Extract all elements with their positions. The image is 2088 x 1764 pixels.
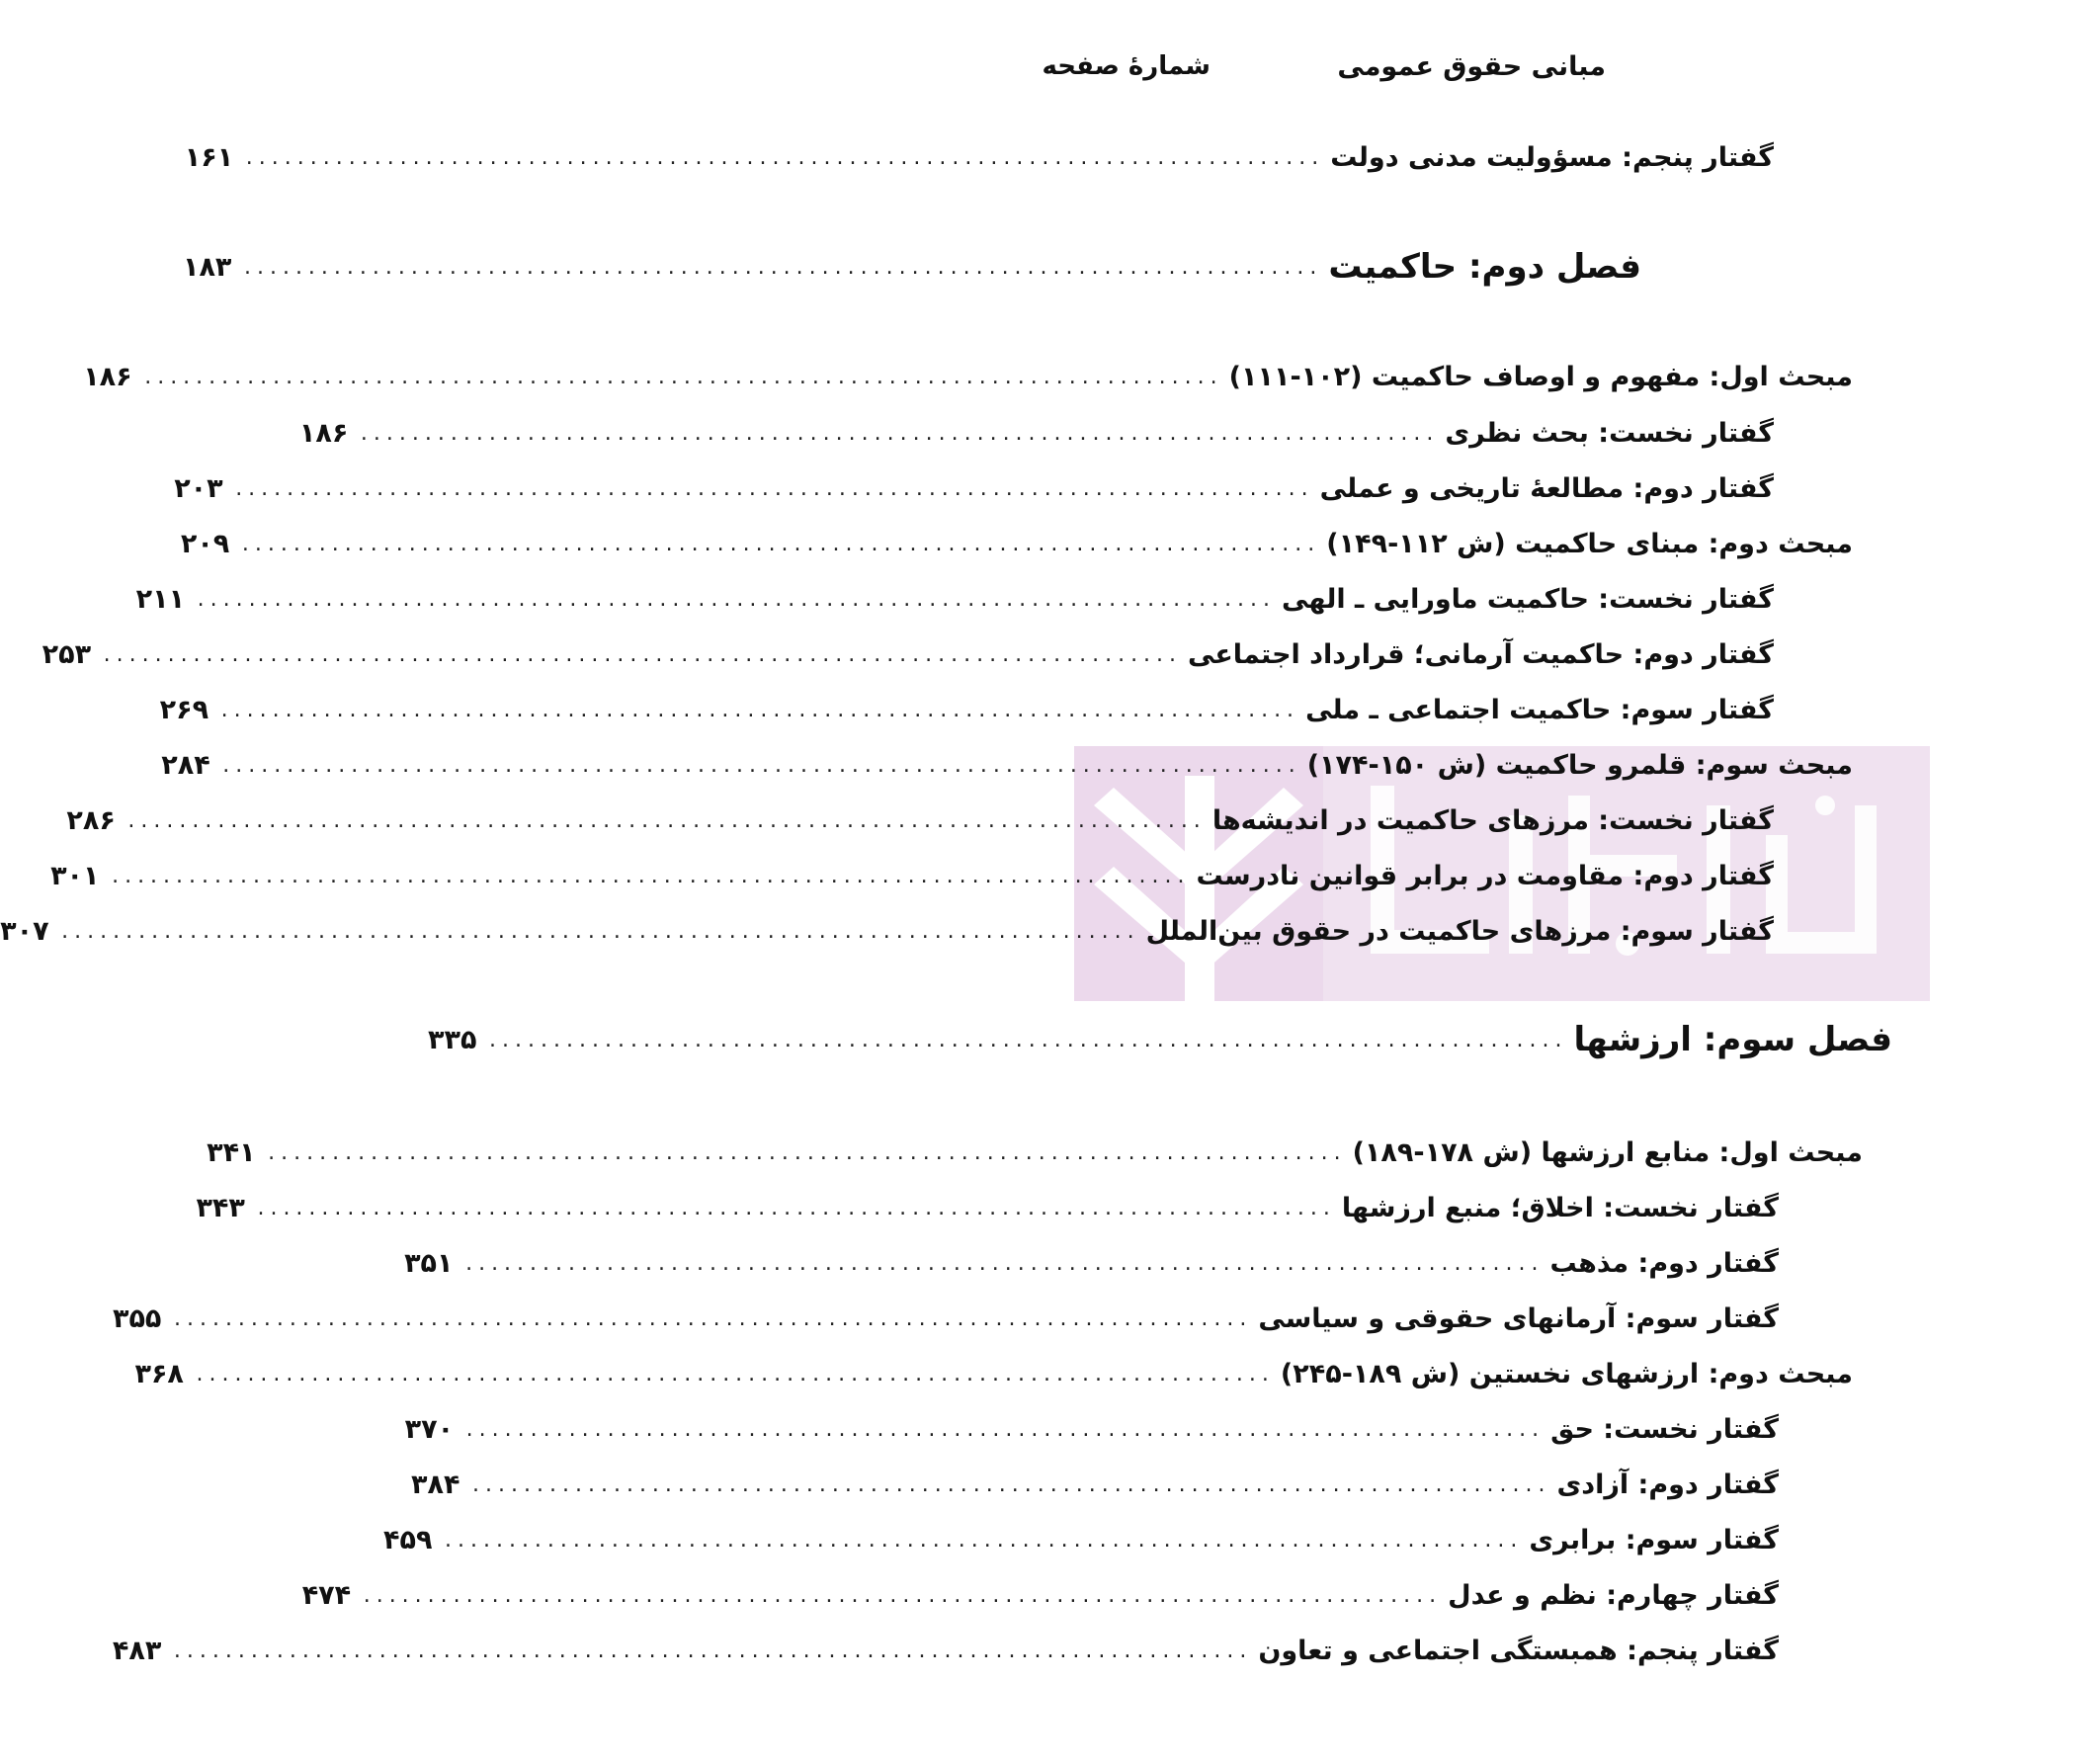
leader-dots: .................................................................................... [235,475,1314,501]
toc-entry [66,797,1774,844]
toc-entry [135,575,1774,623]
entry-page: ۳۷۰ [404,1413,455,1445]
toc-entry [180,520,1853,567]
leader-dots: .................................................................................... [363,1582,1443,1608]
entry-page: ۳۴۱ [207,1136,256,1168]
toc-entry [184,133,1774,181]
toc-entry [161,741,1853,789]
entry-title: گفتار پنجم: همبستگی اجتماعی و تعاون [1258,1635,1779,1666]
toc-entry [83,353,1853,400]
entry-title: گفتار دوم: مطالعهٔ تاریخی و عملی [1319,472,1774,504]
leader-dots: .................................................................................... [360,420,1440,446]
entry-title: مبحث اول: مفهوم و اوصاف حاکمیت (۱۰۲-۱۱۱) [1228,361,1853,392]
toc-entry [50,852,1774,899]
toc-entry [382,1516,1779,1563]
toc-entry [112,1627,1779,1674]
entry-title: گفتار دوم: مقاومت در برابر قوانین نادرست [1196,860,1774,891]
toc-entry [301,1571,1779,1619]
entry-page: ۴۵۹ [382,1524,433,1555]
entry-page: ۳۵۱ [404,1247,454,1279]
toc-entry [0,907,1774,955]
entry-page: ۳۸۴ [411,1469,460,1500]
book-title: مبانی حقوق عمومی [1337,51,1606,82]
entry-page: ۳۰۷ [0,915,49,947]
entry-title: مبحث دوم: ارزشهای نخستین (ش ۱۸۹-۲۴۵) [1280,1358,1853,1389]
entry-title: گفتار نخست: مرزهای حاکمیت در اندیشه‌ها [1211,804,1774,836]
leader-dots: .................................................................................... [222,752,1301,778]
leader-dots: .................................................................................... [173,1305,1253,1331]
toc-entry [134,1350,1853,1397]
entry-title: مبحث اول: منابع ارزشها (ش ۱۷۸-۱۸۹) [1352,1136,1863,1168]
entry-title: گفتار پنجم: مسؤولیت مدنی دولت [1330,141,1774,173]
chapter-title: فصل سوم: ارزشها [1573,1020,1892,1059]
entry-page: ۱۸۳ [182,251,232,283]
leader-dots: .................................................................................... [465,1416,1545,1442]
entry-page: ۲۸۴ [161,749,210,781]
entry-page: ۳۶۸ [134,1358,184,1389]
leader-dots: .................................................................................... [197,586,1277,612]
toc-entry [42,630,1774,678]
entry-title: مبحث دوم: مبنای حاکمیت (ش ۱۱۲-۱۴۹) [1326,528,1853,559]
leader-dots: .................................................................................... [257,1195,1336,1220]
entry-page: ۲۱۱ [135,583,186,615]
entry-title: گفتار سوم: حاکمیت اجتماعی ـ ملی [1305,694,1774,725]
entry-page: ۴۷۴ [301,1579,352,1611]
entry-page: ۳۳۵ [428,1024,477,1055]
leader-dots: .................................................................................... [243,254,1323,280]
toc-entry [196,1184,1779,1231]
leader-dots: .................................................................................... [144,364,1223,389]
toc-entry [298,409,1774,457]
leader-dots: .................................................................................... [127,807,1207,833]
entry-page: ۳۰۱ [50,860,100,891]
leader-dots: .................................................................................... [472,1471,1551,1497]
toc-entry [411,1461,1779,1508]
entry-page: ۲۵۳ [42,638,92,670]
leader-dots: .................................................................................... [220,697,1300,722]
leader-dots: .................................................................................... [241,531,1321,556]
entry-page: ۳۴۳ [196,1192,245,1223]
entry-title: گفتار نخست: بحث نظری [1445,417,1774,449]
entry-title: گفتار نخست: حق [1550,1413,1779,1445]
entry-page: ۳۵۵ [112,1302,162,1334]
leader-dots: .................................................................................... [112,863,1191,888]
toc-chapter-entry [182,243,1641,291]
toc-entry [174,464,1774,512]
toc-entry [159,686,1774,733]
entry-title: گفتار سوم: مرزهای حاکمیت در حقوق بین‌الملل [1145,915,1774,947]
leader-dots: .................................................................................... [444,1527,1524,1553]
entry-page: ۲۶۹ [159,694,209,725]
entry-title: گفتار دوم: مذهب [1549,1247,1779,1279]
entry-page: ۲۸۶ [66,804,116,836]
leader-dots: .................................................................................... [489,1027,1568,1052]
entry-page: ۱۸۶ [83,361,132,392]
toc-chapter-entry [428,1016,1892,1063]
page-header [908,43,2088,93]
leader-dots: .................................................................................... [268,1139,1347,1165]
entry-title: گفتار دوم: حاکمیت آرمانی؛ قرارداد اجتماعی [1188,638,1774,670]
toc-entry [207,1129,1863,1176]
entry-title: مبحث سوم: قلمرو حاکمیت (ش ۱۵۰-۱۷۴) [1306,749,1853,781]
entry-title: گفتار چهارم: نظم و عدل [1448,1579,1779,1611]
entry-page: ۴۸۳ [112,1635,162,1666]
toc-entry [112,1295,1779,1342]
page-number-label: شمارهٔ صفحه [1042,51,1211,81]
entry-title: گفتار نخست: اخلاق؛ منبع ارزشها [1341,1192,1779,1223]
entry-page: ۲۰۹ [180,528,230,559]
leader-dots: .................................................................................... [196,1361,1275,1386]
entry-page: ۲۰۳ [174,472,223,504]
leader-dots: .................................................................................... [61,918,1140,944]
entry-title: گفتار دوم: آزادی [1556,1469,1779,1500]
entry-page: ۱۸۶ [298,417,349,449]
entry-title: گفتار نخست: حاکمیت ماورایی ـ الهی [1282,583,1774,615]
leader-dots: .................................................................................... [465,1250,1545,1276]
toc-entry [404,1239,1779,1287]
leader-dots: .................................................................................... [173,1638,1253,1663]
entry-title: گفتار سوم: آرمانهای حقوقی و سیاسی [1258,1302,1779,1334]
leader-dots: .................................................................................... [103,641,1183,667]
leader-dots: .................................................................................... [245,144,1325,170]
entry-page: ۱۶۱ [184,141,234,173]
toc-entry [404,1405,1779,1453]
entry-title: گفتار سوم: برابری [1529,1524,1779,1555]
chapter-title: فصل دوم: حاکمیت [1328,247,1641,287]
